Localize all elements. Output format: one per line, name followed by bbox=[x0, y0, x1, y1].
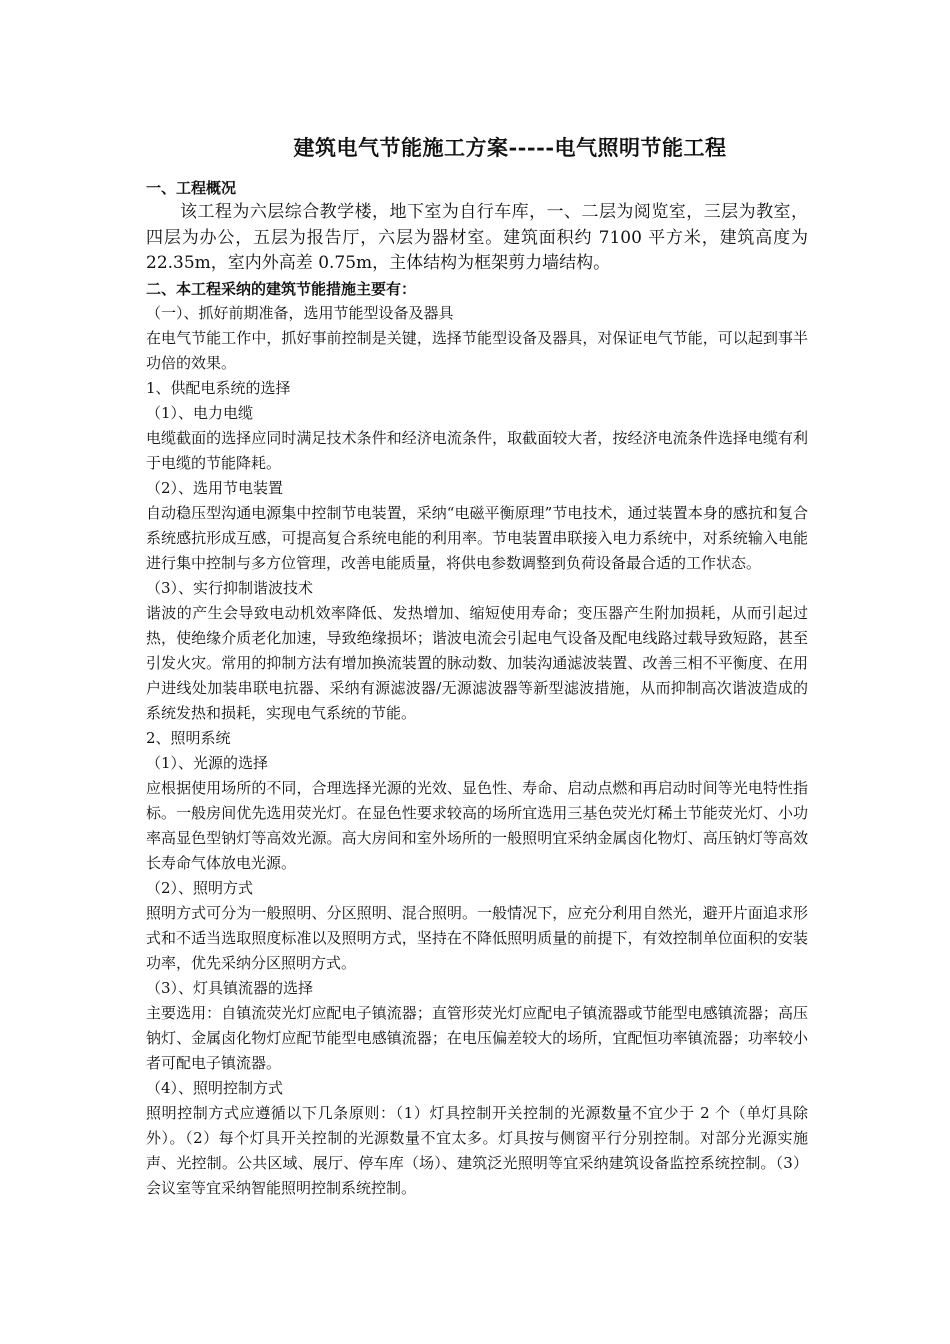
project-overview-paragraph: 该工程为六层综合教学楼，地下室为自行车库，一、二层为阅览室，三层为教室，四层为办公，五层为报告厅，六层为器材室。建筑面积约 7100 平方米，建筑高度为 22.35m，室内外高差 0.75m，主体结构为框架剪力墙结构。 bbox=[146, 202, 808, 273]
subsection-heading: （一）、抓好前期准备，选用节能型设备及器具 bbox=[146, 303, 454, 322]
item-heading: （3）、实行抑制谐波技术 bbox=[146, 578, 314, 597]
body-paragraph: 自动稳压型沟通电源集中控制节电装置，采纳“电磁平衡原理”节电技术，通过装置本身的感抗和复合系统感抗形成互感，可提高复合系统电能的利用率。节电装置串联接入电力系统中，对系统输入电能进行集中控制与多方位管理，改善电能质量，将供电参数调整到负荷设备最合适的工作状态。 bbox=[146, 503, 808, 572]
body-paragraph: 应根据使用场所的不同，合理选择光源的光效、显色性、寿命、启动点燃和再启动时间等光电特性指标。一般房间优先选用荧光灯。在显色性要求较高的场所宜选用三基色荧光灯稀土节能荧光灯、小功率高显色型钠灯等高效光源。高大房间和室外场所的一般照明宜采纳金属卤化物灯、高压钠灯等高效长寿命气体放电光源。 bbox=[146, 778, 808, 872]
section-heading-overview: 一、工程概况 bbox=[146, 179, 237, 197]
subsection-heading: 1、供配电系统的选择 bbox=[146, 378, 291, 397]
body-paragraph: 主要选用：自镇流荧光灯应配电子镇流器；直管形荧光灯应配电子镇流器或节能型电感镇流器；高压钠灯、金属卤化物灯应配节能型电感镇流器；在电压偏差较大的场所，宜配恒功率镇流器；功率较小者可配电子镇流器。 bbox=[146, 1003, 808, 1072]
item-heading: （1）、电力电缆 bbox=[146, 403, 254, 422]
section-heading-measures: 二、本工程采纳的建筑节能措施主要有： bbox=[146, 279, 417, 298]
item-heading: （2）、照明方式 bbox=[146, 878, 254, 897]
document-title: 建筑电气节能施工方案-----电气照明节能工程 bbox=[293, 135, 727, 160]
body-paragraph: 照明控制方式应遵循以下几条原则：（1）灯具控制开关控制的光源数量不宜少于 2 个（单灯具除外）。（2）每个灯具开关控制的光源数量不宜太多。灯具按与侧窗平行分别控制。对部分光源实施声、光控制。公共区域、展厅、停车库（场）、建筑泛光照明等宜采纳建筑设备监控系统控制。（3）会议室等宜采纳智能照明控制系统控制。 bbox=[146, 1103, 808, 1197]
item-heading: （4）、照明控制方式 bbox=[146, 1078, 284, 1097]
item-heading: （3）、灯具镇流器的选择 bbox=[146, 978, 314, 997]
body-paragraph: 谐波的产生会导致电动机效率降低、发热增加、缩短使用寿命；变压器产生附加损耗，从而引起过热，使绝缘介质老化加速，导致绝缘损坏；谐波电流会引起电气设备及配电线路过载导致短路，甚至引发火灾。常用的抑制方法有增加换流装置的脉动数、加装沟通滤波装置、改善三相不平衡度、在用户进线处加装串联电抗器、采纳有源滤波器/无源滤波器等新型滤波措施，从而抑制高次谐波造成的系统发热和损耗，实现电气系统的节能。 bbox=[146, 603, 808, 722]
item-heading: （2）、选用节电装置 bbox=[146, 478, 284, 497]
body-paragraph: 照明方式可分为一般照明、分区照明、混合照明。一般情况下，应充分利用自然光，避开片面追求形式和不适当选取照度标准以及照明方式，坚持在不降低照明质量的前提下，有效控制单位面积的安装功率，优先采纳分区照明方式。 bbox=[146, 903, 808, 972]
body-paragraph: 在电气节能工作中，抓好事前控制是关键，选择节能型设备及器具，对保证电气节能，可以起到事半功倍的效果。 bbox=[146, 328, 808, 372]
subsection-heading: 2、照明系统 bbox=[146, 728, 231, 747]
item-heading: （1）、光源的选择 bbox=[146, 753, 269, 772]
document-body bbox=[146, 176, 808, 1201]
body-paragraph: 电缆截面的选择应同时满足技术条件和经济电流条件，取截面较大者，按经济电流条件选择电缆有利于电缆的节能降耗。 bbox=[146, 428, 808, 472]
